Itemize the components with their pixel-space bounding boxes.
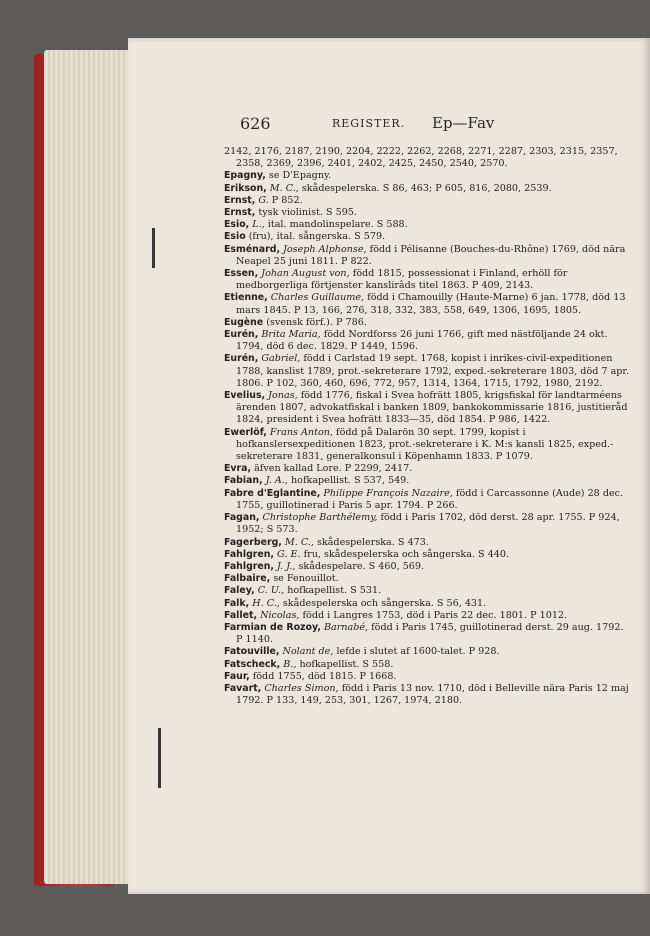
entry-given-name: G. <box>255 194 269 206</box>
entry-given-name: Charles Guillaume, <box>267 292 365 304</box>
entry-given-name: G. E. <box>274 548 301 560</box>
entry-name: Fagan, <box>224 512 260 524</box>
entry-name: Fabre d'Eglantine, <box>224 487 321 499</box>
register-entry <box>224 353 632 390</box>
entry-range: Ep—Fav <box>432 114 495 132</box>
entry-name: Etienne, <box>224 292 268 304</box>
entry-name: Ernst, <box>224 207 256 219</box>
bookmark-ribbon <box>152 228 155 268</box>
entry-name: Faley, <box>224 585 255 597</box>
entry-given-name: H. C., <box>249 597 280 609</box>
entry-given-name: M. C., <box>281 536 314 548</box>
entry-text: tysk violinist. S 595. <box>255 207 357 219</box>
entry-name: Favart, <box>224 682 262 694</box>
entry-name: Epagny, <box>224 170 266 182</box>
entry-text: lefde i slutet af 1600-talet. P 928. <box>333 646 500 658</box>
entry-text: se Fenouillot. <box>270 573 339 585</box>
register-entry <box>224 683 632 707</box>
register-entry <box>224 390 632 427</box>
entry-given-name: Charles Simon, <box>261 682 339 694</box>
bookmark-ribbon <box>158 728 161 788</box>
entry-name: Fahlgren, <box>224 548 274 560</box>
entry-text: född i Paris 13 nov. 1710, död i Belleville nära Paris 12 maj 1792. P 133, 149, 253, 301, 1267, 1974, 2180. <box>236 682 629 707</box>
entry-given-name: C. U., <box>254 585 285 597</box>
register-entry <box>224 244 632 268</box>
entry-given-name: Nicolas, <box>257 609 300 621</box>
entry-name: Fagerberg, <box>224 536 282 548</box>
entry-text: (svensk förf.). P 786. <box>263 316 367 328</box>
entry-text: skådespelerska och sångerska. S 56, 431. <box>279 597 487 609</box>
running-head: REGISTER. <box>332 117 406 130</box>
register-entry <box>224 195 632 207</box>
entry-text: född 1815, possessionat i Finland, erhöll för medborgerliga förtjenster kanslirâds titel 1863. P 409, 2143. <box>236 268 568 292</box>
register-entry <box>224 292 632 316</box>
entry-text: P 852. <box>268 194 303 206</box>
entry-given-name: B., <box>280 658 297 670</box>
entry-text: född i Paris 1702, död derst. 28 apr. 1755. P 924, 1952; S 573. <box>236 512 620 536</box>
entry-given-name: J. J., <box>274 560 296 572</box>
register-entry <box>224 659 632 671</box>
register-entry <box>224 622 632 646</box>
entry-name: Erikson, <box>224 182 267 194</box>
entry-name: Fatouville, <box>224 646 280 658</box>
entry-given-name: Joseph Alphonse, <box>280 243 367 255</box>
entry-text: ital. mandolinspelare. S 588. <box>264 219 408 231</box>
register-entry <box>224 537 632 549</box>
entry-given-name: L., <box>249 219 265 231</box>
entry-text: skådespelare. S 460, 569. <box>295 560 425 572</box>
entry-text: (fru), ital. sångerska. S 579. <box>245 231 386 243</box>
entry-name: Ernst, <box>224 194 256 206</box>
entry-name: Evelius, <box>224 390 266 402</box>
entry-text: född i Carlstad 19 sept. 1768, kopist i inrikes-civil-expeditionen 1788, kanslist 1789, prot.-sekreterare 1792, exped.-sekreterare 1803, död 7 apr. 1806. P 102, 360, 460, 696, 772, 957, 1314, 1364, 1715, 1792, 1980, 2192. <box>236 353 630 389</box>
entry-text: hofkapellist. S 558. <box>296 658 394 670</box>
register-entry <box>224 671 632 683</box>
page-stack <box>44 50 134 884</box>
register-entry <box>224 317 632 329</box>
entry-name: Ewerlöf, <box>224 426 267 438</box>
entry-name: Fatscheck, <box>224 658 281 670</box>
entry-name: Faur, <box>224 670 250 682</box>
entry-text: född i Pélisanne (Bouches-du-Rhône) 1769, död nära Neapel 25 juni 1811. P 822. <box>236 243 626 267</box>
entry-text: se D'Epagny. <box>265 170 332 182</box>
register-entry <box>224 610 632 622</box>
entry-text: född på Dalarön 30 sept. 1799, kopist i hofkanslersexpeditionen 1823, prot.-sekreterare i K. M:s kansli 1825, exped.-sekreterare 1831, generalkonsul i Köpenhamn 1833. P 1079. <box>236 426 614 463</box>
register-entry <box>224 512 632 536</box>
entry-given-name: Christophe Barthélemy, <box>259 512 378 524</box>
entry-name: Esménard, <box>224 243 281 255</box>
entry-name: Esio, <box>224 219 250 231</box>
page-header <box>240 114 635 138</box>
entry-given-name: Gabriel, <box>258 353 301 365</box>
entry-text: hofkapellist. S 537, 549. <box>287 475 410 487</box>
register-entry <box>224 585 632 597</box>
entry-name: Eurén, <box>224 353 259 365</box>
register-entry <box>224 231 632 243</box>
entry-text: fru, skådespelerska och sångerska. S 440. <box>300 548 509 560</box>
register-entry <box>224 488 632 512</box>
entry-text: född 1776, fiskal i Svea hofrätt 1805, krigsfiskal för landtarméens ärenden 1807, advokatfiskal i banken 1809, bankokommissarie 1816, justitieråd 1824, president i Svea hofrätt 1833—35, död 1854. P 986, 1422. <box>236 390 628 426</box>
entry-given-name: Johan August von, <box>258 268 350 280</box>
entry-name: Essen, <box>224 268 259 280</box>
register-entries <box>224 146 632 707</box>
page-number: 626 <box>240 114 271 133</box>
register-entry <box>224 549 632 561</box>
register-entry <box>224 183 632 195</box>
register-entry <box>224 561 632 573</box>
entry-text: född i Paris 1745, guillotinerad derst. 29 aug. 1792. P 1140. <box>236 621 624 646</box>
register-entry <box>224 475 632 487</box>
entry-given-name: M. C., <box>266 182 299 194</box>
entry-name: Eurén, <box>224 329 259 341</box>
register-entry <box>224 146 632 170</box>
register-entry <box>224 598 632 610</box>
register-entry <box>224 573 632 585</box>
register-entry <box>224 646 632 658</box>
register-entry <box>224 329 632 353</box>
entry-name: Fallet, <box>224 609 258 621</box>
register-entry <box>224 170 632 182</box>
entry-name: Evra, <box>224 463 252 475</box>
register-entry <box>224 219 632 231</box>
entry-text: född 1755, död 1815. P 1668. <box>249 670 397 682</box>
entry-text: skådespelerska. S 473. <box>313 536 429 548</box>
entry-given-name: J. A., <box>262 475 288 487</box>
entry-text: född i Chamouilly (Haute-Marne) 6 jan. 1778, död 13 mars 1845. P 13, 166, 276, 318, 332, 383, 558, 649, 1306, 1695, 1805. <box>236 292 626 316</box>
entry-text: född i Carcassonne (Aude) 28 dec. 1755, guillotinerad i Paris 5 apr. 1794. P 266. <box>236 487 624 511</box>
entry-given-name: Nolant de, <box>279 646 334 658</box>
entry-name: Esio <box>224 231 246 243</box>
entry-name: Fahlgren, <box>224 560 274 572</box>
entry-text: hofkapellist. S 531. <box>284 585 382 597</box>
entry-given-name: Frans Anton, <box>266 426 333 438</box>
entry-name: Eugène <box>224 316 264 328</box>
entry-given-name: Jonas, <box>265 390 298 402</box>
entry-given-name: Brita Maria, <box>258 329 321 341</box>
entry-name: Fabian, <box>224 475 263 487</box>
register-entry <box>224 463 632 475</box>
entry-text: 2142, 2176, 2187, 2190, 2204, 2222, 2262, 2268, 2271, 2287, 2303, 2315, 2357, 2358, 2369, 2396, 2401, 2402, 2425, 2450, 2540, 2570. <box>224 146 618 170</box>
entry-given-name: Barnabé, <box>320 621 369 633</box>
entry-text: skådespelerska. S 86, 463; P 605, 816, 2080, 2539. <box>298 182 552 194</box>
entry-name: Falbaire, <box>224 573 271 585</box>
entry-text: född i Langres 1753, död i Paris 22 dec. 1801. P 1012. <box>299 609 568 621</box>
register-entry <box>224 427 632 464</box>
entry-name: Farmian de Rozoy, <box>224 621 321 633</box>
register-entry <box>224 207 632 219</box>
entry-text: äfven kallad Lore. P 2299, 2417. <box>251 463 413 475</box>
entry-given-name: Philippe François Nazaire, <box>320 487 453 499</box>
entry-text: född Nordforss 26 juni 1766, gift med nästföljande 24 okt. 1794, död 6 dec. 1829. P 1449, 1596. <box>236 329 608 353</box>
register-entry <box>224 268 632 292</box>
entry-name: Falk, <box>224 597 250 609</box>
